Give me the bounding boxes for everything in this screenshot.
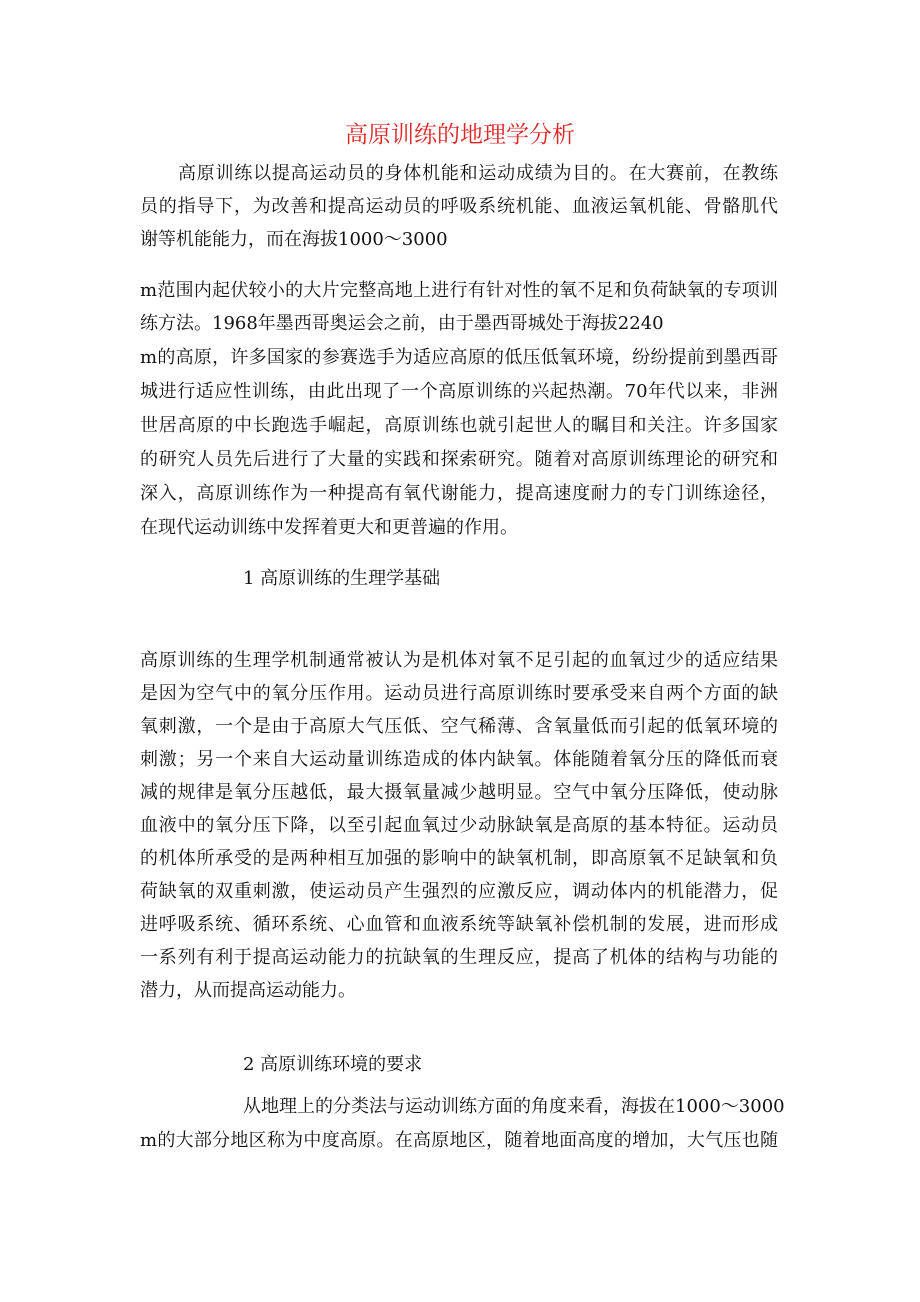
text-line: 是因为空气中的氧分压作用。运动员进行高原训练时要承受来自两个方面的缺 xyxy=(140,683,778,704)
text-line: 在现代运动训练中发挥着更大和更普遍的作用。 xyxy=(140,517,518,538)
text-line: 血液中的氧分压下降，以至引起血氧过少动脉缺氧是高原的基本特征。运动员 xyxy=(140,815,778,836)
section2-paragraph xyxy=(140,1090,785,1157)
text-line: 从地理上的分类法与运动训练方面的角度来看，海拔在1000～3000 xyxy=(243,1096,785,1117)
text-line: m范围内起伏较小的大片完整高地上进行有针对性的氧不足和负荷缺氧的专项训 xyxy=(140,280,778,301)
text-line: 员的指导下，为改善和提高运动员的呼吸系统机能、血液运氧机能、骨骼肌代 xyxy=(140,196,778,217)
text-line: 高原训练以提高运动员的身体机能和运动成绩为目的。在大赛前，在教练 xyxy=(178,163,778,184)
text-line: 谢等机能能力，而在海拔1000～3000 xyxy=(140,229,448,250)
text-line: 世居高原的中长跑选手崛起，高原训练也就引起世人的瞩目和关注。许多国家 xyxy=(140,415,778,436)
section-heading-1: 1 高原训练的生理学基础 xyxy=(243,568,441,589)
text-line: 潜力，从而提高运动能力。 xyxy=(140,980,356,1001)
section1-paragraph xyxy=(140,644,778,1007)
text-line: 一系列有利于提高运动能力的抗缺氧的生理反应，提高了机体的结构与功能的 xyxy=(140,947,778,968)
section-heading-2: 2 高原训练环境的要求 xyxy=(243,1054,423,1075)
text-line: 进呼吸系统、循环系统、心血管和血液系统等缺氧补偿机制的发展，进而形成 xyxy=(140,914,778,935)
text-line: 刺激；另一个来自大运动量训练造成的体内缺氧。体能随着氧分压的降低而衰 xyxy=(140,749,778,770)
document-title: 高原训练的地理学分析 xyxy=(345,122,575,148)
text-line: m的高原，许多国家的参赛选手为适应高原的低压低氧环境，纷纷提前到墨西哥 xyxy=(140,347,778,368)
text-line: 练方法。1968年墨西哥奥运会之前，由于墨西哥城处于海拔2240 xyxy=(140,313,664,334)
text-line: 的研究人员先后进行了大量的实践和探索研究。随着对高原训练理论的研究和 xyxy=(140,449,778,470)
text-line: 氧刺激，一个是由于高原大气压低、空气稀薄、含氧量低而引起的低氧环境的 xyxy=(140,716,778,737)
text-line: 城进行适应性训练，由此出现了一个高原训练的兴起热潮。70年代以来，非洲 xyxy=(140,381,778,402)
text-line: m的大部分地区称为中度高原。在高原地区，随着地面高度的增加，大气压也随 xyxy=(140,1130,778,1151)
intro-paragraph xyxy=(140,157,778,544)
text-line: 深入，高原训练作为一种提高有氧代谢能力，提高速度耐力的专门训练途径， xyxy=(140,483,778,504)
text-line: 的机体所承受的是两种相互加强的影响中的缺氧机制，即高原氧不足缺氧和负 xyxy=(140,848,778,869)
text-line: 减的规律是氧分压越低，最大摄氧量减少越明显。空气中氧分压降低，使动脉 xyxy=(140,782,778,803)
text-line: 荷缺氧的双重刺激，使运动员产生强烈的应激反应，调动体内的机能潜力，促 xyxy=(140,881,778,902)
text-line: 高原训练的生理学机制通常被认为是机体对氧不足引起的血氧过少的适应结果 xyxy=(140,650,778,671)
